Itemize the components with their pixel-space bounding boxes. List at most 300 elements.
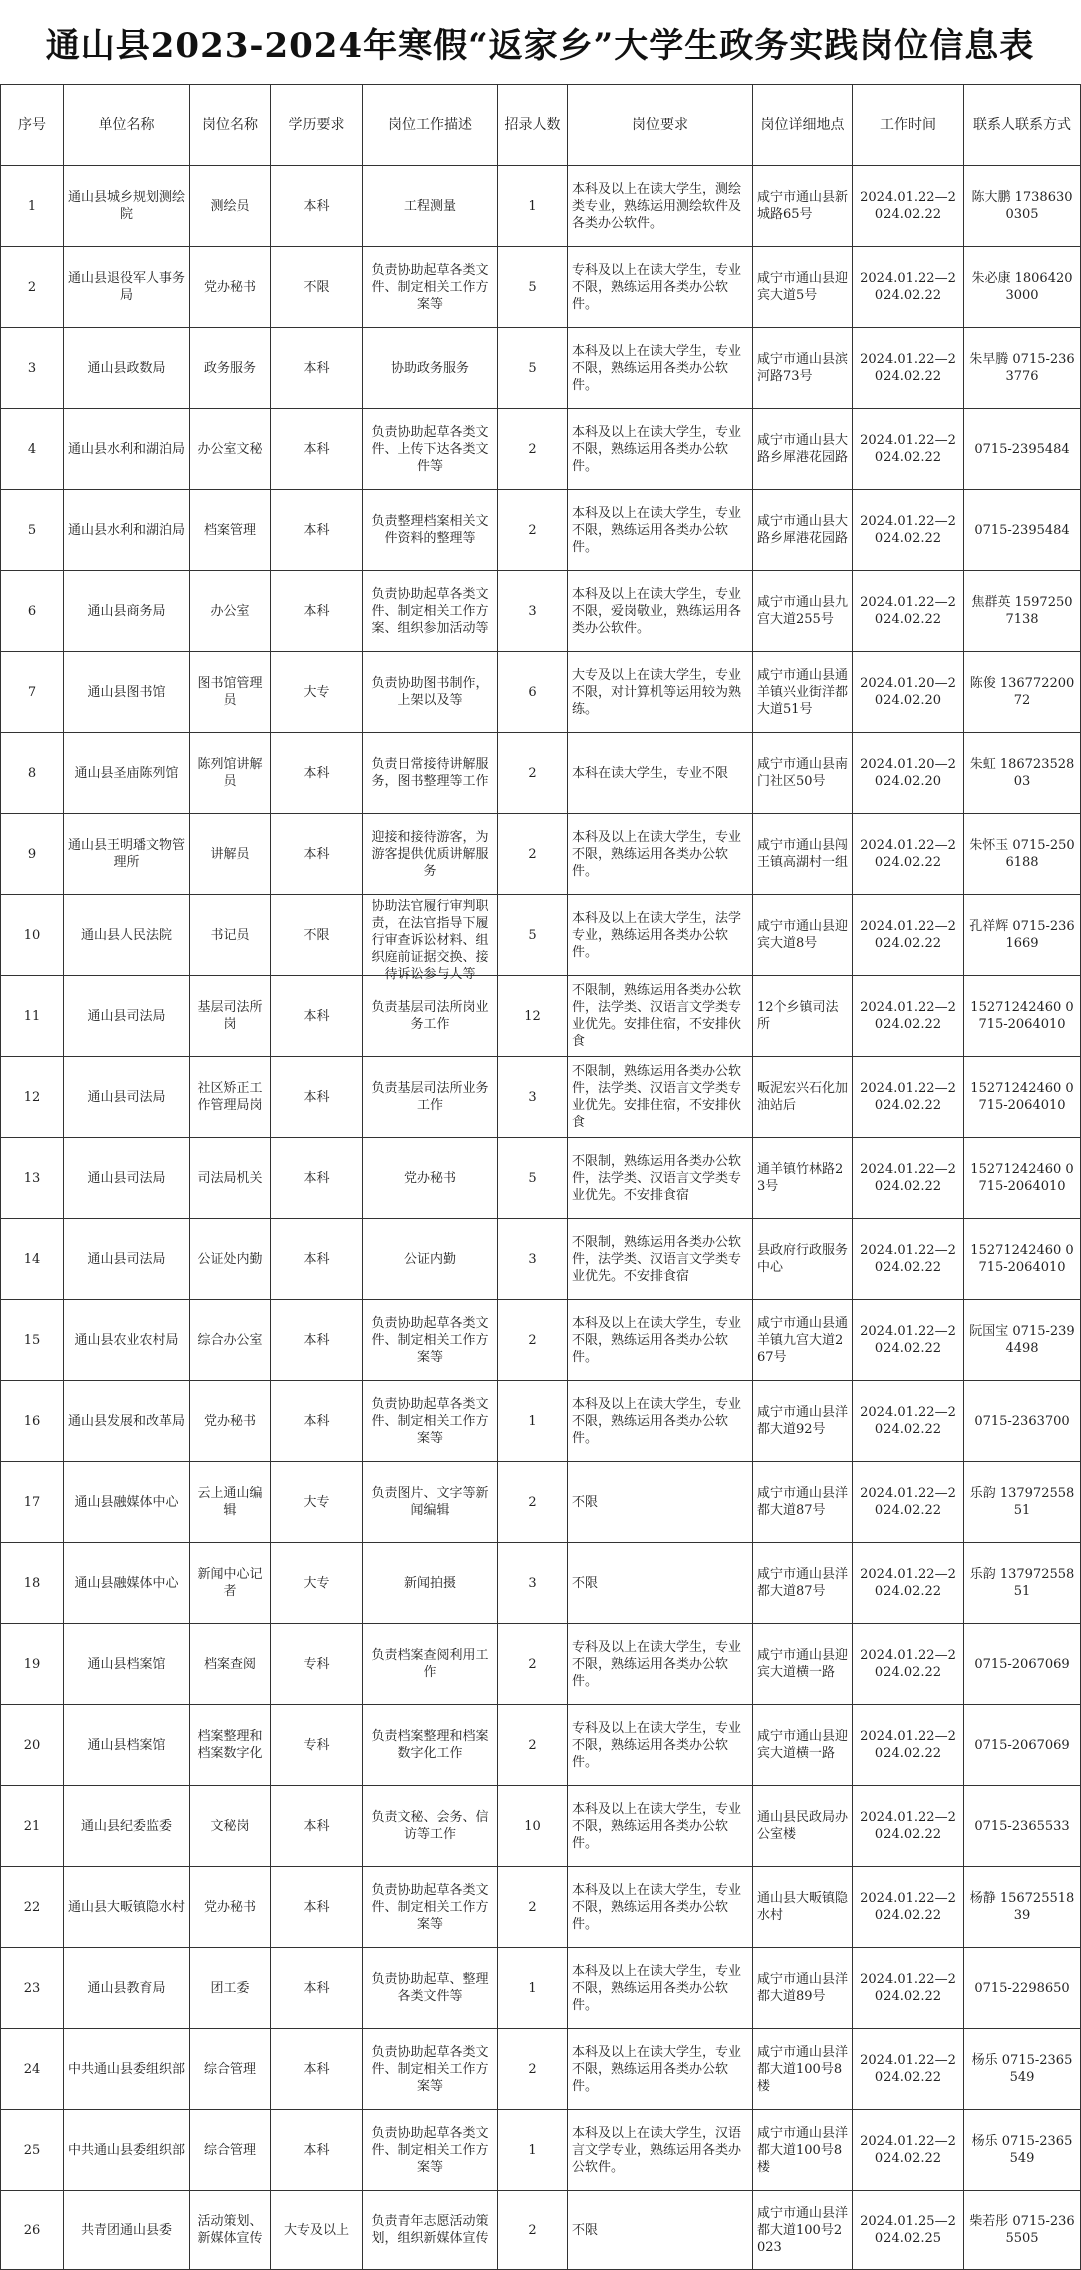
cell-desc xyxy=(363,733,498,814)
cell-time xyxy=(853,1705,964,1786)
cell-post xyxy=(190,1624,271,1705)
cell-count-text: 5 xyxy=(528,279,537,295)
cell-post-text: 办公室文秘 xyxy=(197,441,263,457)
cell-desc xyxy=(363,976,498,1057)
cell-count xyxy=(498,895,568,976)
cell-no xyxy=(1,1705,64,1786)
cell-post-text: 新闻中心记者 xyxy=(197,1567,263,1599)
cell-post xyxy=(190,1705,271,1786)
cell-unit xyxy=(64,895,190,976)
cell-req-text: 不限制，熟练运用各类办公软件，法学类、汉语言文学类专业优先。安排住宿，不安排伙食 xyxy=(572,983,742,1049)
cell-time-text: 2024.01.22—2024.02.22 xyxy=(860,1891,956,1923)
cell-post xyxy=(190,2029,271,2110)
cell-no xyxy=(1,976,64,1057)
cell-unit xyxy=(64,976,190,1057)
cell-no xyxy=(1,166,64,247)
table-row xyxy=(1,814,1081,895)
cell-unit-text: 通山县司法局 xyxy=(87,1170,166,1186)
cell-time-text: 2024.01.22—2024.02.22 xyxy=(860,2053,956,2085)
cell-req xyxy=(568,409,753,490)
cell-time-text: 2024.01.22—2024.02.22 xyxy=(860,1000,956,1032)
cell-desc-text: 负责青年志愿活动策划，组织新媒体宣传 xyxy=(371,2214,489,2246)
cell-desc xyxy=(363,247,498,328)
table-row xyxy=(1,1867,1081,1948)
cell-req-text: 本科及以上在读大学生，测绘类专业，熟练运用测绘软件及各类办公软件。 xyxy=(572,181,742,231)
cell-desc-text: 负责档案整理和档案数字化工作 xyxy=(371,1729,489,1761)
cell-contact-text: 朱虹 18672352803 xyxy=(969,757,1075,789)
cell-contact xyxy=(964,2110,1081,2191)
cell-post-text: 政务服务 xyxy=(203,360,256,376)
cell-time-text: 2024.01.22—2024.02.22 xyxy=(860,1324,956,1356)
cell-no xyxy=(1,1624,64,1705)
cell-edu xyxy=(271,1705,363,1786)
cell-time xyxy=(853,1786,964,1867)
cell-req-text: 不限 xyxy=(572,1575,599,1591)
cell-req xyxy=(568,571,753,652)
cell-req xyxy=(568,1948,753,2029)
cell-desc-text: 负责协助起草、整理各类文件等 xyxy=(371,1972,489,2004)
cell-unit xyxy=(64,409,190,490)
cell-count xyxy=(498,733,568,814)
table-body xyxy=(1,166,1081,2270)
cell-time-text: 2024.01.22—2024.02.22 xyxy=(860,2134,956,2166)
cell-contact xyxy=(964,1057,1081,1138)
cell-contact xyxy=(964,166,1081,247)
table-row xyxy=(1,490,1081,571)
cell-desc xyxy=(363,1057,498,1138)
cell-post-text: 档案整理和档案数字化 xyxy=(197,1729,263,1761)
cell-edu-text: 专科 xyxy=(303,1737,330,1753)
cell-post xyxy=(190,1138,271,1219)
cell-time-text: 2024.01.22—2024.02.22 xyxy=(860,271,956,303)
cell-req xyxy=(568,814,753,895)
cell-contact xyxy=(964,814,1081,895)
cell-unit-text: 通山县农业农村局 xyxy=(74,1332,179,1348)
cell-no-text: 10 xyxy=(23,927,41,943)
cell-count-text: 2 xyxy=(528,1656,537,1672)
cell-edu-text: 本科 xyxy=(303,441,330,457)
cell-contact xyxy=(964,652,1081,733)
cell-contact xyxy=(964,490,1081,571)
table-row xyxy=(1,1705,1081,1786)
cell-post-text: 党办秘书 xyxy=(203,1413,256,1429)
cell-unit-text: 通山县图书馆 xyxy=(87,684,166,700)
cell-req xyxy=(568,1300,753,1381)
cell-contact-text: 杨静 15672551839 xyxy=(969,1891,1075,1923)
cell-time-text: 2024.01.20—2024.02.20 xyxy=(860,757,956,789)
cell-req-text: 本科及以上在读大学生，法学专业，熟练运用各类办公软件。 xyxy=(572,910,742,960)
cell-count xyxy=(498,814,568,895)
cell-post-text: 云上通山编辑 xyxy=(197,1486,263,1518)
cell-contact xyxy=(964,328,1081,409)
cell-count-text: 2 xyxy=(528,1737,537,1753)
cell-post xyxy=(190,1057,271,1138)
cell-place xyxy=(753,1300,853,1381)
cell-no-text: 21 xyxy=(23,1818,41,1834)
table-row xyxy=(1,1948,1081,2029)
cell-req-text: 本科及以上在读大学生，专业不限，熟练运用各类办公软件。 xyxy=(572,1963,742,2013)
cell-edu-text: 本科 xyxy=(303,1089,330,1105)
cell-count-text: 1 xyxy=(528,2142,537,2158)
cell-count xyxy=(498,1381,568,1462)
table-row xyxy=(1,2110,1081,2191)
cell-unit xyxy=(64,652,190,733)
table-row xyxy=(1,976,1081,1057)
cell-place-text: 咸宁市通山县迎宾大道5号 xyxy=(757,271,849,303)
cell-req-text: 不限制，熟练运用各类办公软件，法学类、汉语言文学类专业优先。不安排食宿 xyxy=(572,1234,742,1284)
cell-unit-text: 通山县发展和改革局 xyxy=(68,1413,186,1429)
cell-count xyxy=(498,1867,568,1948)
cell-contact-text: 柴若彤 0715-2365505 xyxy=(969,2214,1075,2246)
cell-time-text: 2024.01.22—2024.02.22 xyxy=(860,1567,956,1599)
table-row xyxy=(1,1300,1081,1381)
cell-contact xyxy=(964,1705,1081,1786)
cell-desc xyxy=(363,2110,498,2191)
cell-place xyxy=(753,490,853,571)
cell-time-text: 2024.01.22—2024.02.22 xyxy=(860,352,956,384)
cell-req xyxy=(568,2029,753,2110)
cell-count xyxy=(498,1705,568,1786)
cell-contact-text: 乐韵 13797255851 xyxy=(969,1486,1075,1518)
cell-contact-text: 0715-2067069 xyxy=(974,1656,1070,1672)
cell-edu-text: 不限 xyxy=(303,927,330,943)
cell-place xyxy=(753,1381,853,1462)
cell-no-text: 4 xyxy=(27,441,37,457)
cell-contact-text: 阮国宝 0715-2394498 xyxy=(969,1324,1075,1356)
cell-count xyxy=(498,1624,568,1705)
cell-post-text: 基层司法所岗 xyxy=(197,1000,263,1032)
cell-time xyxy=(853,1543,964,1624)
cell-time-text: 2024.01.22—2024.02.22 xyxy=(860,1810,956,1842)
cell-edu xyxy=(271,2029,363,2110)
cell-desc-text: 负责档案查阅利用工作 xyxy=(371,1648,489,1680)
cell-count xyxy=(498,976,568,1057)
cell-place-text: 通羊镇竹林路23号 xyxy=(757,1162,844,1194)
cell-no xyxy=(1,2110,64,2191)
cell-edu xyxy=(271,733,363,814)
cell-contact-text: 15271242460 0715-2064010 xyxy=(970,1000,1074,1032)
cell-count-text: 6 xyxy=(528,684,537,700)
header-post: 岗位名称 xyxy=(190,85,271,166)
cell-edu-text: 大专 xyxy=(303,1494,330,1510)
cell-unit xyxy=(64,1300,190,1381)
cell-time-text: 2024.01.22—2024.02.22 xyxy=(860,514,956,546)
cell-edu-text: 本科 xyxy=(303,360,330,376)
cell-place-text: 通山县民政局办公室楼 xyxy=(757,1810,849,1842)
cell-time-text: 2024.01.22—2024.02.22 xyxy=(860,1486,956,1518)
cell-place-text: 咸宁市通山县洋都大道100号2023 xyxy=(757,2205,849,2255)
cell-edu xyxy=(271,1786,363,1867)
cell-contact-text: 杨乐 0715-2365549 xyxy=(971,2053,1073,2085)
cell-req xyxy=(568,1705,753,1786)
cell-req-text: 本科及以上在读大学生，专业不限，熟练运用各类办公软件。 xyxy=(572,424,742,474)
cell-req-text: 专科及以上在读大学生，专业不限，熟练运用各类办公软件。 xyxy=(572,262,742,312)
cell-no xyxy=(1,1543,64,1624)
cell-place-text: 咸宁市通山县大路乡犀港花园路 xyxy=(757,514,849,546)
cell-contact xyxy=(964,409,1081,490)
cell-edu xyxy=(271,1300,363,1381)
cell-place xyxy=(753,2110,853,2191)
cell-no-text: 16 xyxy=(23,1413,41,1429)
cell-time xyxy=(853,1138,964,1219)
cell-place-text: 咸宁市通山县九宫大道255号 xyxy=(757,595,849,627)
cell-count xyxy=(498,409,568,490)
cell-desc xyxy=(363,1543,498,1624)
cell-edu xyxy=(271,652,363,733)
cell-desc xyxy=(363,1462,498,1543)
cell-contact-text: 15271242460 0715-2064010 xyxy=(970,1081,1074,1113)
cell-count-text: 1 xyxy=(528,198,537,214)
cell-desc xyxy=(363,571,498,652)
table-row xyxy=(1,247,1081,328)
cell-time xyxy=(853,1624,964,1705)
cell-time-text: 2024.01.22—2024.02.22 xyxy=(860,1081,956,1113)
cell-req-text: 本科及以上在读大学生，专业不限，熟练运用各类办公软件。 xyxy=(572,343,742,393)
table-row xyxy=(1,733,1081,814)
cell-desc-text: 公证内勤 xyxy=(403,1251,456,1267)
cell-contact xyxy=(964,895,1081,976)
cell-contact-text: 朱必康 18064203000 xyxy=(971,271,1073,303)
cell-desc-text: 负责协助起草各类文件、制定相关工作方案等 xyxy=(371,2125,489,2175)
cell-post-text: 文秘岗 xyxy=(210,1818,250,1834)
cell-post xyxy=(190,2191,271,2270)
cell-time-text: 2024.01.22—2024.02.22 xyxy=(860,1243,956,1275)
header-contact: 联系人联系方式 xyxy=(964,85,1081,166)
cell-post xyxy=(190,814,271,895)
cell-place-text: 咸宁市通山县通羊镇九宫大道267号 xyxy=(757,1315,849,1365)
cell-place xyxy=(753,652,853,733)
cell-edu-text: 本科 xyxy=(303,198,330,214)
cell-edu xyxy=(271,1057,363,1138)
cell-contact xyxy=(964,1462,1081,1543)
cell-post xyxy=(190,571,271,652)
cell-unit xyxy=(64,166,190,247)
cell-contact xyxy=(964,1867,1081,1948)
cell-unit-text: 通山县司法局 xyxy=(87,1089,166,1105)
cell-count-text: 10 xyxy=(524,1818,541,1834)
cell-unit-text: 通山县水利和湖泊局 xyxy=(68,441,186,457)
cell-unit xyxy=(64,1057,190,1138)
cell-unit xyxy=(64,1624,190,1705)
header-req: 岗位要求 xyxy=(568,85,753,166)
cell-contact-text: 朱早腾 0715-2363776 xyxy=(969,352,1075,384)
cell-place xyxy=(753,247,853,328)
cell-time-text: 2024.01.22—2024.02.22 xyxy=(860,1972,956,2004)
cell-req xyxy=(568,1543,753,1624)
cell-contact-text: 0715-2067069 xyxy=(974,1737,1070,1753)
cell-time-text: 2024.01.22—2024.02.22 xyxy=(860,1405,956,1437)
cell-edu xyxy=(271,2110,363,2191)
cell-post-text: 综合办公室 xyxy=(197,1332,263,1348)
header-time: 工作时间 xyxy=(853,85,964,166)
cell-req xyxy=(568,1381,753,1462)
cell-contact xyxy=(964,1219,1081,1300)
document-title: 通山县2023-2024年寒假“返家乡”大学生政务实践岗位信息表 xyxy=(45,25,1035,66)
cell-req xyxy=(568,490,753,571)
cell-req-text: 不限制，熟练运用各类办公软件，法学类、汉语言文学类专业优先。不安排食宿 xyxy=(572,1153,742,1203)
cell-unit-text: 通山县档案馆 xyxy=(87,1656,166,1672)
cell-count xyxy=(498,1948,568,2029)
cell-desc xyxy=(363,895,498,982)
cell-desc-text: 负责协助起草各类文件、制定相关工作方案等 xyxy=(371,262,489,312)
cell-no-text: 7 xyxy=(27,684,37,700)
cell-no-text: 2 xyxy=(27,279,37,295)
cell-place xyxy=(753,1462,853,1543)
cell-edu-text: 本科 xyxy=(303,522,330,538)
cell-count-text: 2 xyxy=(528,2061,537,2077)
cell-place xyxy=(753,814,853,895)
cell-unit-text: 通山县教育局 xyxy=(87,1980,166,1996)
cell-no xyxy=(1,1300,64,1381)
cell-contact xyxy=(964,1948,1081,2029)
cell-post xyxy=(190,1867,271,1948)
cell-time xyxy=(853,1867,964,1948)
cell-edu-text: 本科 xyxy=(303,1980,330,1996)
cell-unit-text: 通山县政数局 xyxy=(87,360,166,376)
header-unit: 单位名称 xyxy=(64,85,190,166)
cell-unit xyxy=(64,1543,190,1624)
cell-req-text: 专科及以上在读大学生，专业不限，熟练运用各类办公软件。 xyxy=(572,1639,742,1689)
cell-unit xyxy=(64,2029,190,2110)
cell-count xyxy=(498,1138,568,1219)
cell-req-text: 本科及以上在读大学生，专业不限，熟练运用各类办公软件。 xyxy=(572,1315,742,1365)
cell-place xyxy=(753,2191,853,2270)
cell-edu xyxy=(271,1138,363,1219)
cell-count xyxy=(498,1057,568,1138)
cell-count-text: 2 xyxy=(528,1494,537,1510)
cell-no xyxy=(1,571,64,652)
cell-edu-text: 本科 xyxy=(303,1899,330,1915)
cell-edu-text: 大专及以上 xyxy=(283,2222,349,2238)
cell-unit-text: 通山县大畈镇隐水村 xyxy=(68,1899,186,1915)
cell-no xyxy=(1,1381,64,1462)
cell-contact xyxy=(964,1381,1081,1462)
cell-time xyxy=(853,652,964,733)
table-row xyxy=(1,1786,1081,1867)
cell-time xyxy=(853,2029,964,2110)
table-row xyxy=(1,1381,1081,1462)
cell-unit xyxy=(64,814,190,895)
table-row xyxy=(1,328,1081,409)
cell-desc xyxy=(363,1138,498,1219)
cell-place xyxy=(753,1786,853,1867)
cell-edu xyxy=(271,328,363,409)
cell-no xyxy=(1,1786,64,1867)
cell-unit-text: 中共通山县委组织部 xyxy=(68,2061,186,2077)
cell-req xyxy=(568,652,753,733)
cell-contact-text: 乐韵 13797255851 xyxy=(969,1567,1075,1599)
cell-time-text: 2024.01.22—2024.02.22 xyxy=(860,838,956,870)
cell-count xyxy=(498,652,568,733)
cell-count-text: 5 xyxy=(528,360,537,376)
cell-desc-text: 负责日常接待讲解服务，图书整理等工作 xyxy=(371,757,489,789)
cell-desc-text: 负责协助起草各类文件、制定相关工作方案等 xyxy=(371,1396,489,1446)
cell-no xyxy=(1,814,64,895)
cell-desc xyxy=(363,814,498,895)
cell-place-text: 县政府行政服务中心 xyxy=(757,1243,849,1275)
cell-time xyxy=(853,166,964,247)
cell-no-text: 15 xyxy=(23,1332,41,1348)
cell-time-text: 2024.01.22—2024.02.22 xyxy=(860,433,956,465)
cell-post xyxy=(190,2110,271,2191)
cell-place xyxy=(753,328,853,409)
cell-place-text: 咸宁市通山县南门社区50号 xyxy=(757,757,849,789)
cell-desc-text: 迎接和接待游客，为游客提供优质讲解服务 xyxy=(371,829,489,879)
cell-place-text: 咸宁市通山县大路乡犀港花园路 xyxy=(757,433,849,465)
cell-edu xyxy=(271,2191,363,2270)
cell-unit xyxy=(64,1138,190,1219)
cell-desc xyxy=(363,1381,498,1462)
cell-contact-text: 陈大鹏 17386300305 xyxy=(971,190,1073,222)
cell-no-text: 22 xyxy=(23,1899,41,1915)
cell-count xyxy=(498,571,568,652)
cell-desc xyxy=(363,1786,498,1867)
cell-unit xyxy=(64,1381,190,1462)
cell-edu-text: 大专 xyxy=(303,1575,330,1591)
cell-unit-text: 通山县司法局 xyxy=(87,1251,166,1267)
cell-post xyxy=(190,652,271,733)
cell-place xyxy=(753,409,853,490)
cell-edu-text: 本科 xyxy=(303,1332,330,1348)
cell-req xyxy=(568,1462,753,1543)
cell-post-text: 综合管理 xyxy=(203,2142,256,2158)
cell-unit xyxy=(64,2191,190,2270)
cell-post-text: 档案管理 xyxy=(203,522,256,538)
cell-time xyxy=(853,247,964,328)
cell-post xyxy=(190,1381,271,1462)
cell-place xyxy=(753,1705,853,1786)
cell-count xyxy=(498,1300,568,1381)
cell-post-text: 陈列馆讲解员 xyxy=(197,757,263,789)
cell-post xyxy=(190,247,271,328)
cell-no-text: 11 xyxy=(23,1008,41,1024)
table-row xyxy=(1,2191,1081,2270)
cell-contact-text: 杨乐 0715-2365549 xyxy=(971,2134,1073,2166)
cell-count xyxy=(498,490,568,571)
cell-edu-text: 本科 xyxy=(303,1413,330,1429)
cell-no xyxy=(1,1867,64,1948)
table-row xyxy=(1,571,1081,652)
cell-count-text: 2 xyxy=(528,522,537,538)
cell-req-text: 不限制，熟练运用各类办公软件，法学类、汉语言文学类专业优先。安排住宿，不安排伙食 xyxy=(572,1064,742,1130)
cell-post xyxy=(190,328,271,409)
cell-count-text: 3 xyxy=(528,1251,537,1267)
cell-post-text: 书记员 xyxy=(210,927,250,943)
cell-count-text: 12 xyxy=(524,1008,541,1024)
cell-time-text: 2024.01.22—2024.02.22 xyxy=(860,595,956,627)
cell-req xyxy=(568,2110,753,2191)
cell-req xyxy=(568,1219,753,1300)
cell-edu xyxy=(271,895,363,976)
table-header-row xyxy=(1,85,1081,166)
cell-no xyxy=(1,733,64,814)
cell-time xyxy=(853,1462,964,1543)
cell-post xyxy=(190,1300,271,1381)
cell-no-text: 19 xyxy=(23,1656,41,1672)
cell-unit-text: 通山县圣庙陈列馆 xyxy=(74,765,179,781)
cell-post xyxy=(190,490,271,571)
cell-desc xyxy=(363,1867,498,1948)
cell-unit-text: 通山县融媒体中心 xyxy=(74,1575,179,1591)
cell-edu-text: 本科 xyxy=(303,846,330,862)
cell-time xyxy=(853,490,964,571)
cell-desc xyxy=(363,2191,498,2270)
cell-no-text: 17 xyxy=(23,1494,41,1510)
cell-edu-text: 本科 xyxy=(303,2142,330,2158)
cell-req xyxy=(568,328,753,409)
cell-place xyxy=(753,1624,853,1705)
cell-place-text: 咸宁市通山县迎宾大道横一路 xyxy=(757,1648,849,1680)
